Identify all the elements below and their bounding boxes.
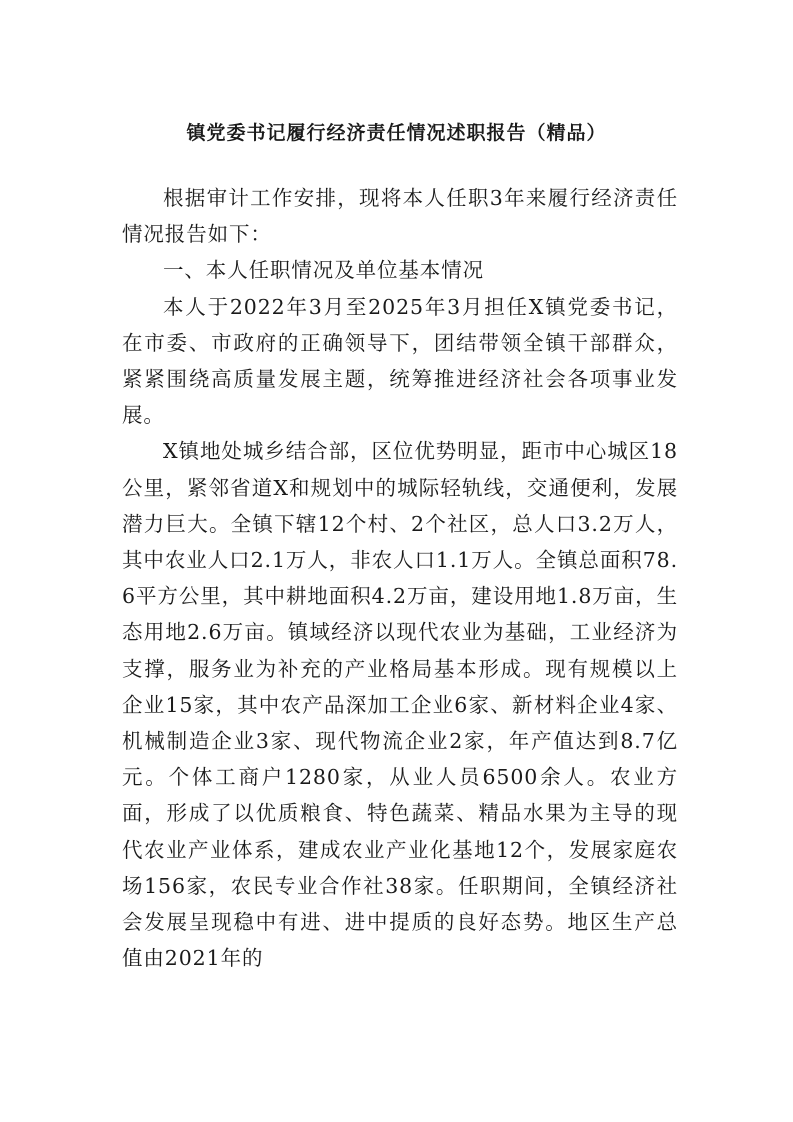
section-heading-1: 一、本人任职情况及单位基本情况 [163, 258, 484, 283]
document-body [122, 180, 678, 976]
paragraph-intro: 根据审计工作安排，现将本人任职3年来履行经济责任情况报告如下： [122, 186, 678, 247]
paragraph-town-overview: X镇地处城乡结合部，区位优势明显，距市中心城区18公里，紧邻省道X和规划中的城际轻轨线，交通便利，发展潜力巨大。全镇下辖12个村、2个社区，总人口3.2万人，其中农业人口2.1万人，非农人口1.1万人。全镇总面积78.6平方公里，其中耕地面积4.2万亩，建设用地1.8万亩，生态用地2.6万亩。镇域经济以现代农业为基础，工业经济为支撑，服务业为补充的产业格局基本形成。现有规模以上企业15家，其中农产品深加工企业6家、新材料企业4家、机械制造企业3家、现代物流企业2家，年产值达到8.7亿元。个体工商户1280家，从业人员6500余人。农业方面，形成了以优质粮食、特色蔬菜、精品水果为主导的现代农业产业体系，建成农业产业化基地12个，发展家庭农场156家，农民专业合作社38家。任职期间，全镇经济社会发展呈现稳中有进、进中提质的良好态势。地区生产总值由2021年的 [122, 439, 678, 971]
paragraph-tenure: 本人于2022年3月至2025年3月担任X镇党委书记，在市委、市政府的正确领导下，团结带领全镇干部群众，紧紧围绕高质量发展主题，统筹推进经济社会各项事业发展。 [122, 294, 678, 428]
document-title: 镇党委书记履行经济责任情况述职报告（精品） [186, 122, 607, 144]
